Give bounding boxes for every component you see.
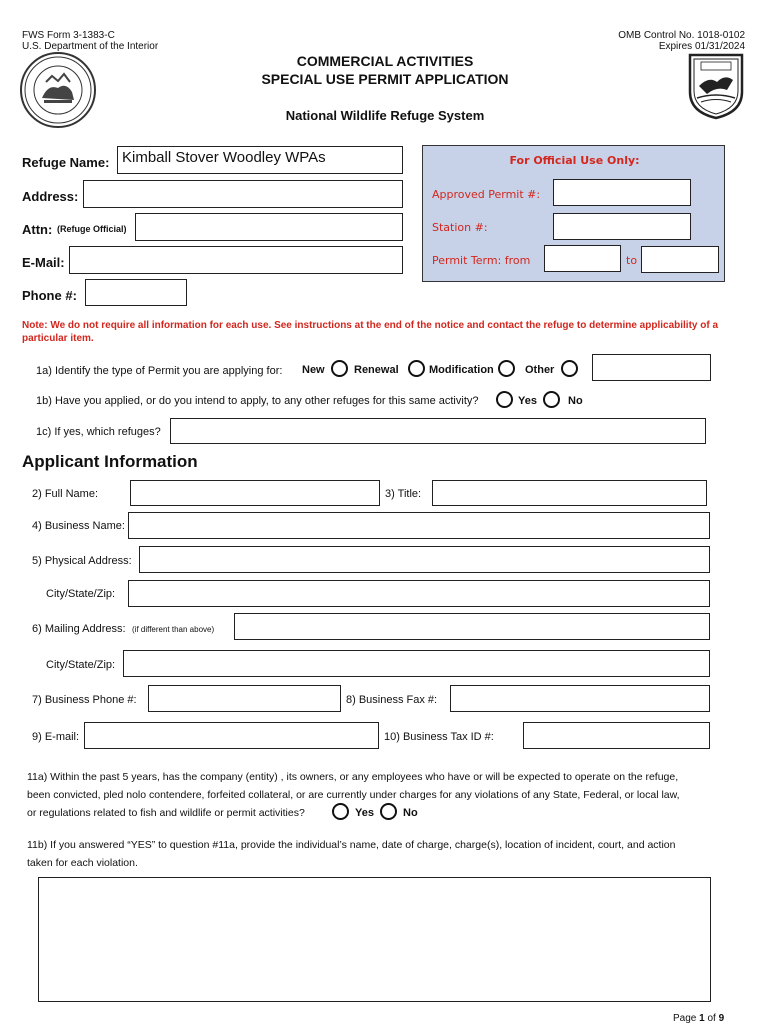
- q11b-violations-textarea[interactable]: [38, 877, 711, 1002]
- email-label: E-Mail:: [22, 255, 65, 270]
- page-of: of: [707, 1013, 716, 1024]
- q1b-label: 1b) Have you applied, or do you intend to apply, to any other refuges for this same activity?: [36, 395, 479, 407]
- q1c-label: 1c) If yes, which refuges?: [36, 426, 161, 438]
- q11a-text-line2: been convicted, pled nolo contendere, forfeited collateral, or are currently under charges for any violations of any State, Federal, or local law,: [27, 789, 680, 801]
- q1a-renewal-radio[interactable]: [408, 360, 425, 377]
- full-name-field[interactable]: [130, 480, 380, 506]
- q1a-modification-label: Modification: [429, 364, 494, 376]
- page-number: [673, 1013, 724, 1024]
- attn-label: Attn:: [22, 222, 53, 237]
- q11b-text-line2: taken for each violation.: [27, 857, 138, 869]
- refuge-name-label: Refuge Name:: [22, 155, 110, 170]
- approved-permit-field[interactable]: [553, 179, 691, 206]
- q1a-other-field[interactable]: [592, 354, 711, 381]
- title-label: 3) Title:: [385, 488, 422, 500]
- attn-sublabel: (Refuge Official): [57, 224, 127, 234]
- q11b-text-line1: 11b) If you answered “YES” to question #11a, provide the individual’s name, date of charge, charge(s), location of incident, court, and action: [27, 839, 676, 851]
- department-name: U.S. Department of the Interior: [22, 41, 159, 52]
- business-tax-id-field[interactable]: [523, 722, 710, 749]
- station-label: Station #:: [432, 221, 488, 234]
- note-text: Note: We do not require all information for each use. See instructions at the end of the notice and contact the refuge to determine applicability of a particular item.: [22, 320, 719, 344]
- official-use-title: For Official Use Only:: [509, 154, 640, 167]
- permit-term-from-label: Permit Term: from: [432, 254, 531, 267]
- permit-term-to-label: to: [626, 254, 638, 267]
- business-phone-label: 7) Business Phone #:: [32, 694, 137, 706]
- business-fax-field[interactable]: [450, 685, 710, 712]
- applicant-email-label: 9) E-mail:: [32, 731, 80, 743]
- mailing-address-field[interactable]: [234, 613, 710, 640]
- business-fax-label: 8) Business Fax #:: [346, 694, 438, 706]
- refuge-name-field[interactable]: Kimball Stover Woodley WPAs: [117, 146, 403, 174]
- form-subtitle: National Wildlife Refuge System: [285, 108, 485, 123]
- page-total: 9: [718, 1013, 725, 1024]
- station-field[interactable]: [553, 213, 691, 240]
- mailing-address-sublabel: (if different than above): [132, 625, 215, 634]
- city-state-zip-label-2: City/State/Zip:: [46, 659, 116, 671]
- attn-field[interactable]: [135, 213, 403, 241]
- title-field[interactable]: [432, 480, 707, 506]
- full-name-label: 2) Full Name:: [32, 488, 99, 500]
- omb-number: OMB Control No. 1018-0102: [618, 30, 745, 41]
- mailing-address-label: 6) Mailing Address:: [32, 623, 126, 635]
- official-use-box: [422, 145, 725, 282]
- q11a-text-line1: 11a) Within the past 5 years, has the company (entity) , its owners, or any employees who have or will be expected to operate on the refuge,: [27, 771, 679, 783]
- q1b-no-label: No: [568, 395, 583, 407]
- physical-address-label: 5) Physical Address:: [32, 555, 132, 567]
- q1a-modification-radio[interactable]: [498, 360, 515, 377]
- city-state-zip-label-1: City/State/Zip:: [46, 588, 116, 600]
- q1a-other-radio[interactable]: [561, 360, 578, 377]
- q1a-other-label: Other: [525, 364, 555, 376]
- q1b-no-radio[interactable]: [543, 391, 560, 408]
- q1a-label: 1a) Identify the type of Permit you are applying for:: [36, 365, 283, 377]
- business-name-field[interactable]: [128, 512, 710, 539]
- address-field[interactable]: [83, 180, 403, 208]
- form-number: FWS Form 3-1383-C: [22, 30, 115, 41]
- q11a-no-label: No: [403, 807, 418, 819]
- applicant-email-field[interactable]: [84, 722, 379, 749]
- city-state-zip-field-1[interactable]: [128, 580, 710, 607]
- permit-term-to-field[interactable]: [641, 246, 719, 273]
- city-state-zip-field-2[interactable]: [123, 650, 710, 677]
- form-title-line2: SPECIAL USE PERMIT APPLICATION: [261, 71, 509, 87]
- business-phone-field[interactable]: [148, 685, 341, 712]
- q1b-yes-radio[interactable]: [496, 391, 513, 408]
- phone-label: Phone #:: [22, 288, 77, 303]
- q11a-yes-label: Yes: [355, 807, 374, 819]
- business-tax-id-label: 10) Business Tax ID #:: [384, 731, 494, 743]
- q1a-renewal-label: Renewal: [354, 364, 399, 376]
- q1a-new-label: New: [302, 364, 325, 376]
- address-label: Address:: [22, 189, 79, 204]
- physical-address-field[interactable]: [139, 546, 710, 573]
- business-name-label: 4) Business Name:: [32, 520, 125, 532]
- form-title-line1: COMMERCIAL ACTIVITIES: [296, 53, 474, 69]
- approved-permit-label: Approved Permit #:: [432, 188, 541, 201]
- q1b-yes-label: Yes: [518, 395, 537, 407]
- page-current: 1: [699, 1013, 705, 1024]
- phone-field[interactable]: [85, 279, 187, 306]
- q1a-new-radio[interactable]: [331, 360, 348, 377]
- page-prefix: Page: [673, 1013, 697, 1024]
- q11a-yes-radio[interactable]: [332, 803, 349, 820]
- permit-term-from-field[interactable]: [544, 245, 621, 272]
- q11a-no-radio[interactable]: [380, 803, 397, 820]
- email-field[interactable]: [69, 246, 403, 274]
- q11a-text-line3: or regulations related to fish and wildlife or permit activities?: [27, 807, 305, 819]
- applicant-info-heading: Applicant Information: [22, 452, 198, 471]
- q1c-field[interactable]: [170, 418, 706, 444]
- expiration-date: Expires 01/31/2024: [658, 41, 745, 52]
